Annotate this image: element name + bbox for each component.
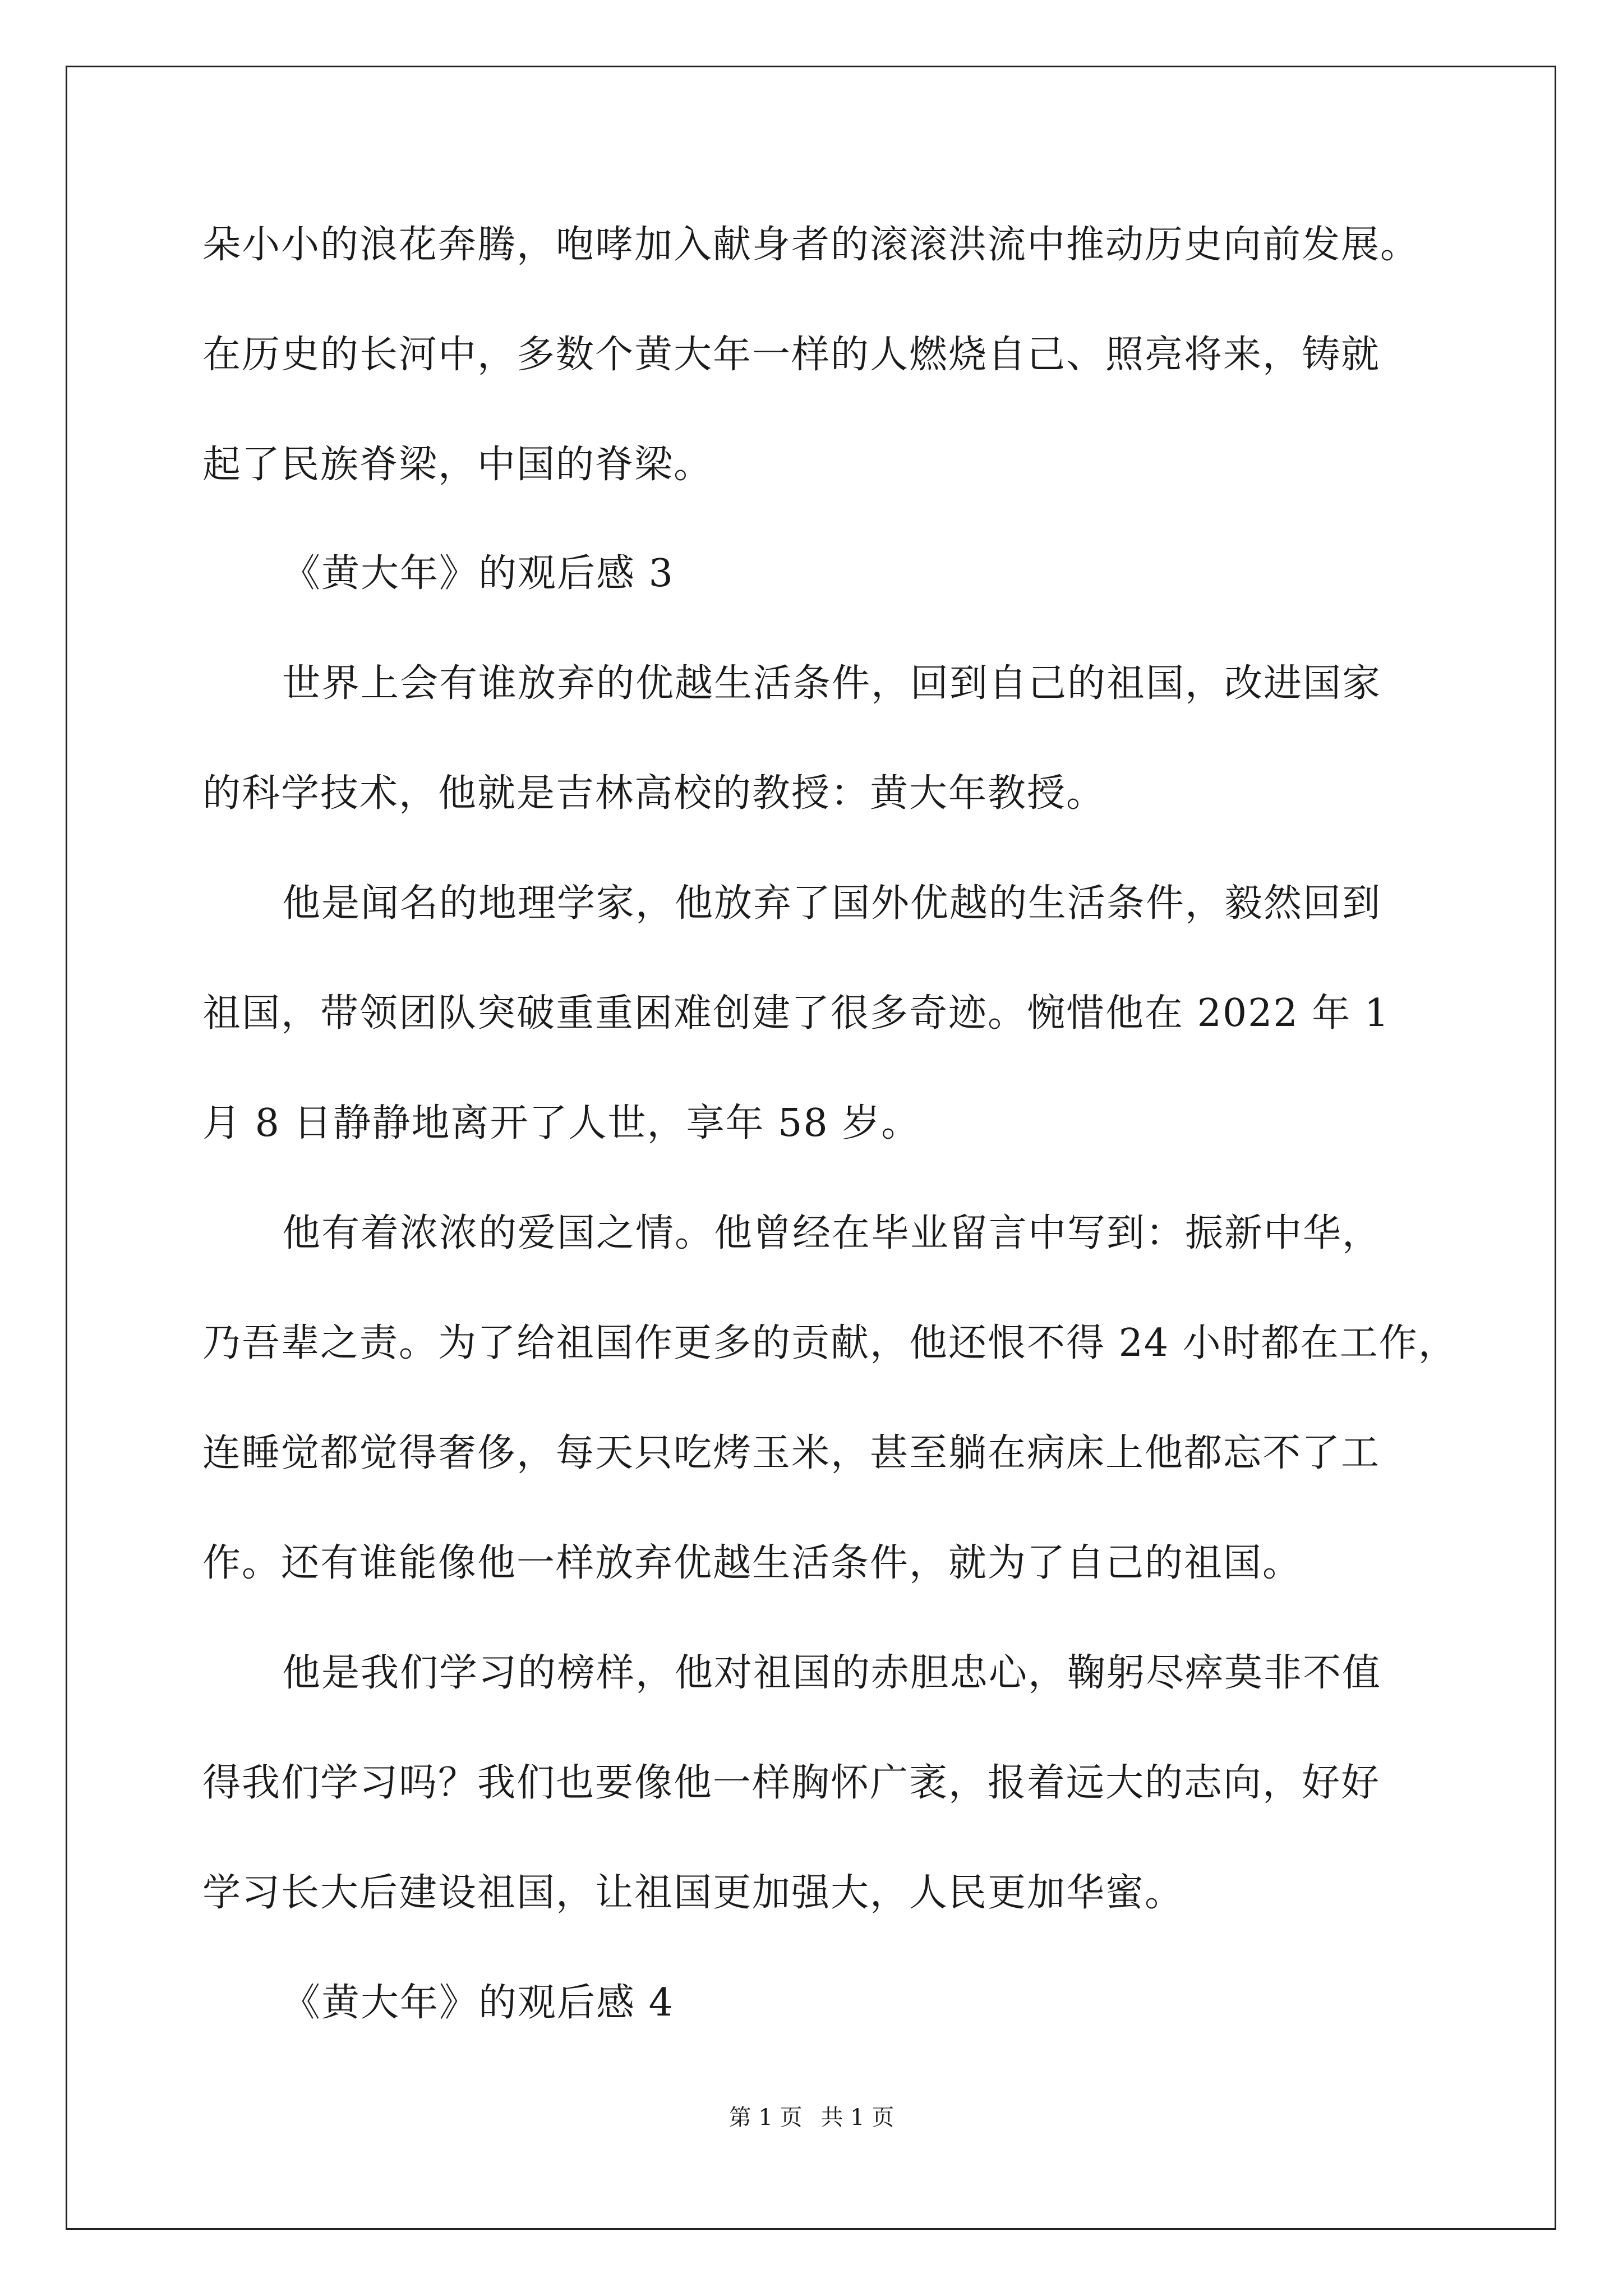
paragraph-line: 月 8 日静静地离开了人世，享年 58 岁。 bbox=[202, 1101, 921, 1145]
paragraph-line: 在历史的长河中，多数个黄大年一样的人燃烧自己、照亮将来，铸就 bbox=[202, 333, 1381, 377]
paragraph-line: 得我们学习吗？我们也要像他一样胸怀广袤，报着远大的志向，好好 bbox=[202, 1761, 1381, 1805]
page-footer bbox=[0, 2101, 1623, 2134]
paragraph-line: 他是我们学习的榜样，他对祖国的赤胆忠心，鞠躬尽瘁莫非不值 bbox=[282, 1651, 1382, 1695]
paragraph-line: 的科学技术，他就是吉林高校的教授：黄大年教授。 bbox=[202, 771, 1106, 816]
paragraph-line: 朵小小的浪花奔腾，咆哮加入献身者的滚滚洪流中推动历史向前发展。 bbox=[202, 223, 1420, 267]
page-number: 第 1 页 bbox=[728, 2105, 803, 2131]
page-total: 共 1 页 bbox=[820, 2105, 895, 2131]
paragraph-line: 乃吾辈之责。为了给祖国作更多的贡献，他还恨不得 24 小时都在工作， bbox=[202, 1321, 1458, 1365]
paragraph-line: 祖国，带领团队突破重重困难创建了很多奇迹。惋惜他在 2022 年 1 bbox=[202, 991, 1390, 1036]
paragraph-line: 学习长大后建设祖国，让祖国更加强大，人民更加华蜜。 bbox=[202, 1871, 1184, 1915]
paragraph-line: 他是闻名的地理学家，他放弃了国外优越的生活条件，毅然回到 bbox=[282, 881, 1382, 926]
section-heading: 《黄大年》的观后感 3 bbox=[282, 551, 674, 596]
paragraph-line: 连睡觉都觉得奢侈，每天只吃烤玉米，甚至躺在病床上他都忘不了工 bbox=[202, 1431, 1381, 1475]
paragraph-line: 起了民族脊梁，中国的脊梁。 bbox=[202, 443, 713, 487]
paragraph-line: 他有着浓浓的爱国之情。他曾经在毕业留言中写到：振新中华， bbox=[282, 1211, 1382, 1255]
section-heading: 《黄大年》的观后感 4 bbox=[282, 1981, 674, 2025]
paragraph-line: 作。还有谁能像他一样放弃优越生活条件，就为了自己的祖国。 bbox=[202, 1541, 1302, 1585]
paragraph-line: 世界上会有谁放弃的优越生活条件，回到自己的祖国，改进国家 bbox=[282, 661, 1382, 706]
